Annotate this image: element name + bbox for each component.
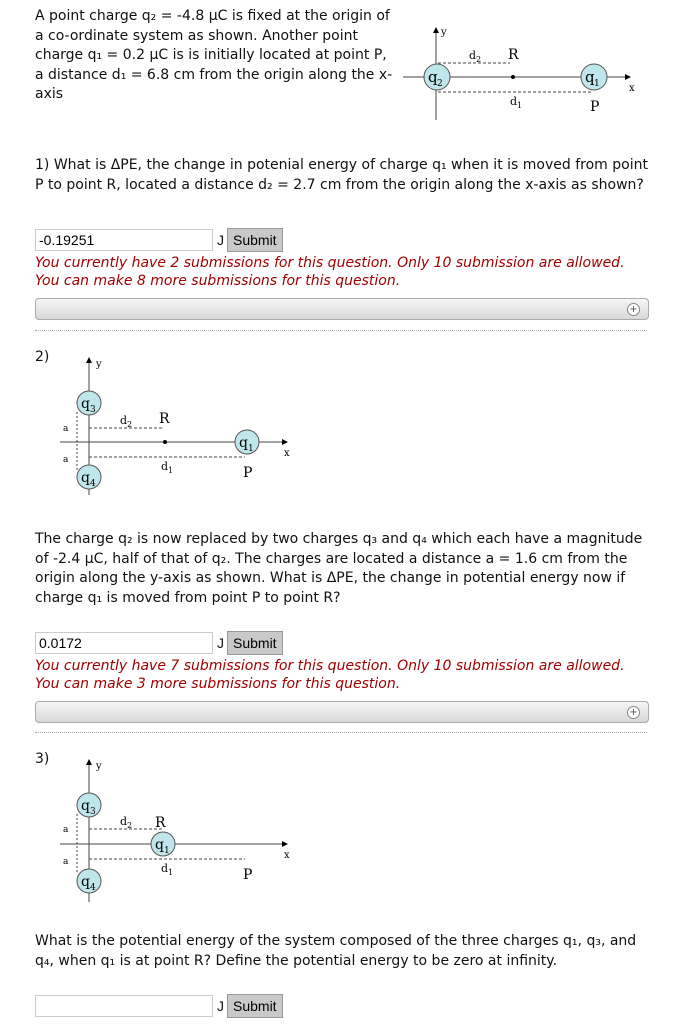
svg-text:1: 1	[164, 846, 170, 856]
svg-text:2: 2	[127, 420, 133, 429]
svg-text:q: q	[239, 435, 248, 451]
point-R	[511, 75, 515, 79]
svg-text:q: q	[81, 396, 90, 412]
hint-bar-2[interactable]	[35, 701, 649, 723]
svg-text:d: d	[120, 414, 128, 427]
svg-text:1: 1	[248, 444, 254, 454]
svg-text:y: y	[96, 761, 102, 772]
question-2-text: The charge q₂ is now replaced by two charges q₃ and q₄ which each have a magnitude of -2.4 μC, half of that of q₂. The charges are located a distance a = 1.6 cm from the origin along the y-axis as shown. What is ΔPE, the change in potential energy now if charge q₁ is moved from point P to point R?	[35, 531, 643, 606]
svg-text:P: P	[590, 99, 600, 115]
question-3-number: 3)	[35, 751, 50, 767]
svg-text:q: q	[585, 68, 595, 86]
svg-text:a: a	[63, 455, 69, 465]
svg-text:3: 3	[90, 405, 96, 415]
svg-text:x: x	[284, 448, 290, 459]
expand-plus-icon[interactable]: +	[627, 706, 640, 719]
divider	[35, 330, 647, 331]
answer-input-1[interactable]	[35, 229, 213, 251]
svg-text:y: y	[441, 27, 447, 38]
unit-label: J	[217, 635, 224, 651]
svg-text:y: y	[96, 359, 102, 370]
svg-text:P: P	[243, 465, 253, 481]
svg-text:d: d	[161, 862, 169, 875]
svg-text:1: 1	[594, 79, 600, 89]
svg-text:R: R	[159, 411, 170, 427]
unit-label: J	[217, 232, 224, 248]
submission-warning-2: You currently have 7 submissions for this question. Only 10 submission are allowed. You can make 3 more submissions for this question.	[35, 658, 625, 692]
svg-text:q: q	[81, 798, 90, 814]
question-1-text: 1) What is ΔPE, the change in potenial energy of charge q₁ when it is moved from point P to point R, located a distance d₂ = 2.7 cm from the origin along the x-axis as shown?	[35, 157, 648, 193]
svg-text:d: d	[120, 815, 128, 828]
question-3-text: What is the potential energy of the system composed of the three charges q₁, q₃, and q₄, when q₁ is at point R? Define the potential energy to be zero at infinity.	[35, 933, 637, 969]
svg-text:a: a	[63, 424, 69, 434]
submit-button-2[interactable]: Submit	[227, 631, 283, 655]
answer-input-2[interactable]	[35, 632, 213, 654]
svg-text:2: 2	[437, 79, 443, 89]
svg-text:q: q	[155, 837, 164, 853]
answer-row-2	[35, 631, 283, 655]
svg-text:a: a	[63, 825, 69, 835]
submit-button-3[interactable]: Submit	[227, 994, 283, 1018]
svg-text:R: R	[508, 47, 519, 63]
svg-text:x: x	[284, 850, 290, 861]
diagram-3	[55, 752, 305, 902]
svg-text:1: 1	[168, 466, 174, 475]
svg-text:1: 1	[517, 101, 523, 110]
svg-text:x: x	[629, 83, 635, 94]
answer-row-1	[35, 228, 283, 252]
expand-plus-icon[interactable]: +	[627, 303, 640, 316]
problem-intro: A point charge q₂ = -4.8 μC is fixed at the origin of a co-ordinate system as shown. Another point charge q₁ = 0.2 μC is is initially located at point P, a distance d₁ = 6.8 cm from the origin along the x-axis	[35, 8, 393, 102]
question-2-number: 2)	[35, 349, 50, 365]
divider	[35, 732, 647, 733]
svg-text:d: d	[469, 49, 477, 62]
svg-text:4: 4	[90, 883, 96, 893]
svg-text:d: d	[510, 95, 518, 108]
submission-warning-1: You currently have 2 submissions for this question. Only 10 submission are allowed. You can make 8 more submissions for this question.	[35, 255, 625, 289]
svg-text:2: 2	[127, 821, 133, 830]
svg-text:q: q	[81, 470, 90, 486]
svg-text:2: 2	[476, 55, 482, 64]
svg-text:a: a	[63, 857, 69, 867]
svg-text:q: q	[428, 68, 438, 86]
svg-text:3: 3	[90, 807, 96, 817]
svg-text:1: 1	[168, 868, 174, 877]
svg-text:d: d	[161, 460, 169, 473]
hint-bar-1[interactable]	[35, 298, 649, 320]
submit-button-1[interactable]: Submit	[227, 228, 283, 252]
svg-text:q: q	[81, 874, 90, 890]
svg-text:R: R	[155, 815, 166, 831]
answer-row-3	[35, 994, 283, 1018]
diagram-2	[55, 350, 305, 495]
answer-input-3[interactable]	[35, 995, 213, 1017]
unit-label: J	[217, 998, 224, 1014]
svg-text:4: 4	[90, 479, 96, 489]
diagram-1	[400, 0, 682, 130]
svg-text:P: P	[243, 867, 253, 883]
